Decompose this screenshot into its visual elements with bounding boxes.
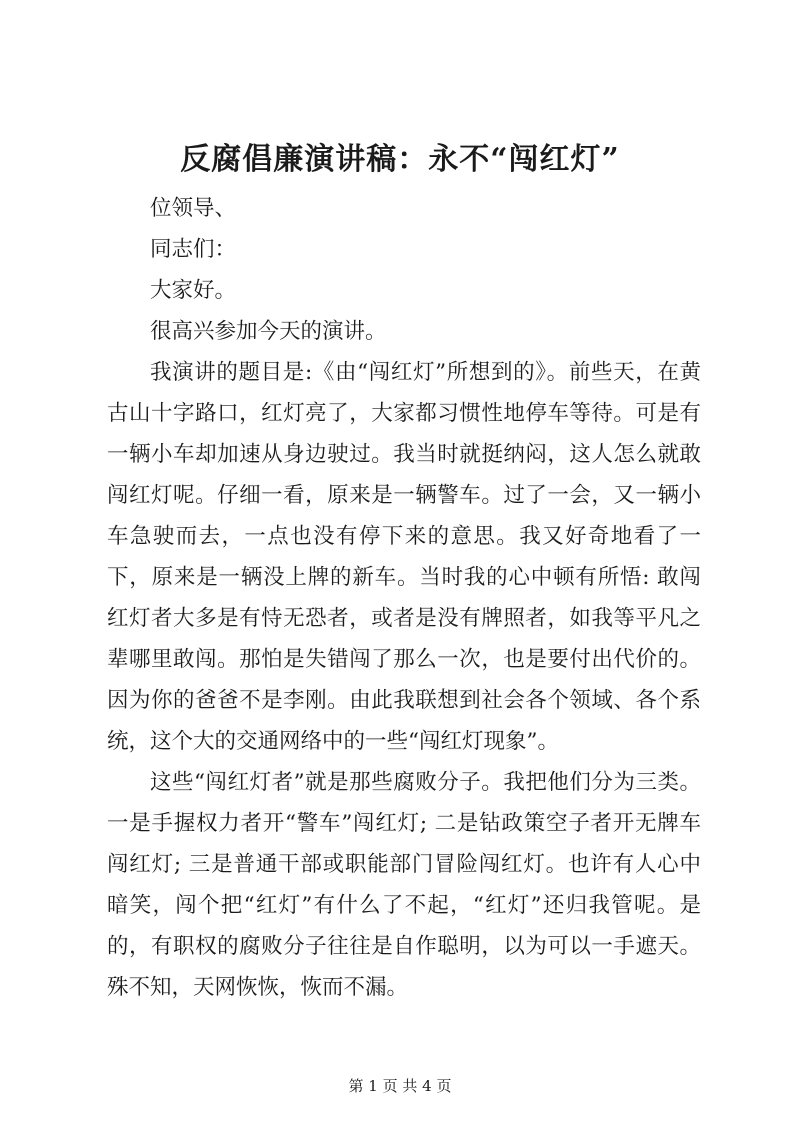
greeting-leaders: 位领导、 <box>150 196 237 221</box>
document-title: 反腐倡廉演讲稿：永不“闯红灯” <box>180 142 620 177</box>
body-paragraph-2: 这些“闯红灯者”就是那些腐败分子。我把他们分为三类。一是手握权力者开“警车”闯红灯; 二是钻政策空子者开无牌车闯红灯; 三是普通干部或职能部门冒险闯红灯。也许有人心中暗笑，闯个把“红灯”有什么了不起，“红灯”还归我管呢。是的，有职权的腐败分子往往是自作聪明，以为可以一手遮天。殊不知，天网恢恢，恢而不漏。 <box>107 770 701 1000</box>
page-number-footer: 第 1 页 共 4 页 <box>348 1077 452 1095</box>
document-body <box>107 188 701 1008</box>
body-paragraph-1: 我演讲的题目是:《由“闯红灯”所想到的》。前些天，在黄古山十字路口，红灯亮了，大家都习惯性地停车等待。可是有一辆小车却加速从身边驶过。我当时就挺纳闷，这人怎么就敢闯红灯呢。仔细一看，原来是一辆警车。过了一会，又一辆小车急驶而去，一点也没有停下来的意思。我又好奇地看了一下，原来是一辆没上牌的新车。当时我的心中顿有所悟: 敢闯红灯者大多是有恃无恐者，或者是没有牌照者，如我等平凡之辈哪里敢闯。那怕是失错闯了那么一次，也是要付出代价的。因为你的爸爸不是李刚。由此我联想到社会各个领域、各个系统，这个大的交通网络中的一些“闯红灯现象”。 <box>107 360 701 754</box>
greeting-everyone: 大家好。 <box>150 278 237 303</box>
greeting-comrades: 同志们： <box>150 237 237 262</box>
intro-paragraph: 很高兴参加今天的演讲。 <box>150 319 387 344</box>
